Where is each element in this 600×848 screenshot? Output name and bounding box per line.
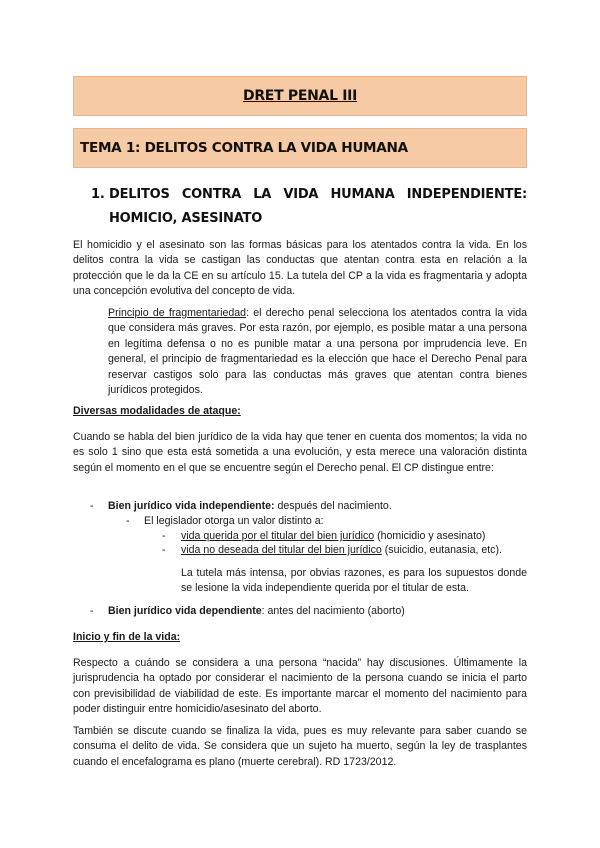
sub-sub-bullet-dash: - bbox=[162, 530, 166, 542]
inicio-heading-text: Inicio y fin de la vida: bbox=[73, 631, 181, 643]
bullet-text bbox=[108, 605, 405, 617]
bullet-dash: - bbox=[90, 500, 94, 512]
tema-title: TEMA 1: DELITOS CONTRA LA VIDA HUMANA bbox=[80, 140, 408, 156]
tutela-note: La tutela más intensa, por obvias razones, es para los supuestos donde se lesione la vida independiente querida por el titular de esta. bbox=[181, 567, 527, 595]
course-title: DRET PENAL III bbox=[243, 88, 357, 104]
vida-no-deseada-underlined: vida no deseada del titular del bien jurídico bbox=[181, 544, 382, 556]
sub-sub-bullet-text bbox=[181, 544, 502, 556]
bullet-bold: Bien jurídico vida independiente: bbox=[108, 500, 275, 512]
sub-bullet-text: El legislador otorga un valor distinto a: bbox=[144, 515, 324, 527]
course-title-banner bbox=[73, 76, 527, 116]
sub-bullet-legislador bbox=[126, 514, 527, 529]
bullet-rest: : antes del nacimiento (aborto) bbox=[261, 605, 405, 617]
bullet-vida-dependiente bbox=[90, 604, 527, 619]
vida-querida-rest: (homicidio y asesinato) bbox=[374, 530, 486, 542]
bullet-text bbox=[108, 500, 392, 512]
section-title: DELITOS CONTRA LA VIDA HUMANA INDEPENDIENTE: HOMICIO, ASESINATO bbox=[109, 187, 527, 226]
bullet-rest: después del nacimiento. bbox=[274, 500, 392, 512]
sub-bullet-dash: - bbox=[126, 515, 130, 527]
sub-sub-bullet-text bbox=[181, 530, 485, 542]
inicio-heading bbox=[73, 630, 527, 645]
modalidades-heading bbox=[73, 404, 527, 419]
vida-querida-underlined: vida querida por el titular del bien jurídico bbox=[181, 530, 375, 542]
section-number: 1. bbox=[91, 187, 105, 202]
tema-title-banner bbox=[73, 128, 527, 168]
modalidades-paragraph: Cuando se habla del bien jurídico de la vida hay que tener en cuenta dos momentos; la vida no es solo 1 sino que esta está sometida a una evolución, y esta merece una valoración distinta según el momento en el que se encuentre según el Derecho penal. El CP distingue entre: bbox=[73, 431, 527, 474]
sub-sub-bullet-no-deseada bbox=[162, 543, 527, 558]
modalidades-heading-text: Diversas modalidades de ataque: bbox=[73, 405, 241, 417]
bullet-dash: - bbox=[90, 605, 94, 617]
bullet-bold: Bien jurídico vida dependiente bbox=[108, 605, 262, 617]
inicio-paragraph-2: También se discute cuando se finaliza la vida, pues es muy relevante para saber cuando se consuma el delito de vida. Se considera que un sujeto ha muerto, según la ley de trasplantes cuando el encefalograma es plano (muerte cerebral). RD 1723/2012. bbox=[73, 725, 527, 768]
inicio-paragraph-1: Respecto a cuándo se considera a una persona “nacida” hay discusiones. Últimamente la jurisprudencia ha optado por considerar el nacimiento de la persona cuando se inicia el parto con previsibilidad de viabilidad de este. Es importante marcar el momento del nacimiento para poder distinguir entre homicidio/asesinato del aborto. bbox=[73, 657, 527, 716]
section-heading bbox=[91, 183, 527, 231]
principio-text: : el derecho penal selecciona los atentados contra la vida que considera más graves. Por esta razón, por ejemplo, es posible matar a una persona en legítima defensa o no es punible matar a una persona por imprudencia leve. En general, el principio de fragmentariedad es la elección que hace el Derecho Penal para reservar castigos solo para las conductas más graves que atentan contra bienes jurídicos protegidos. bbox=[108, 307, 527, 397]
principio-paragraph bbox=[108, 306, 527, 398]
bullet-vida-independiente bbox=[90, 499, 527, 514]
sub-sub-bullet-dash: - bbox=[162, 544, 166, 556]
intro-paragraph: El homicidio y el asesinato son las formas básicas para los atentados contra la vida. En los delitos contra la vida se castigan las conductas que atentan contra esta en relación a la protección que le da la CE en su artículo 15. La tutela del CP a la vida es fragmentaria y adopta una concepción evolutiva del concepto de vida. bbox=[73, 239, 527, 298]
principio-label: Principio de fragmentariedad bbox=[108, 307, 247, 319]
vida-no-deseada-rest: (suicidio, eutanasia, etc). bbox=[381, 544, 502, 556]
